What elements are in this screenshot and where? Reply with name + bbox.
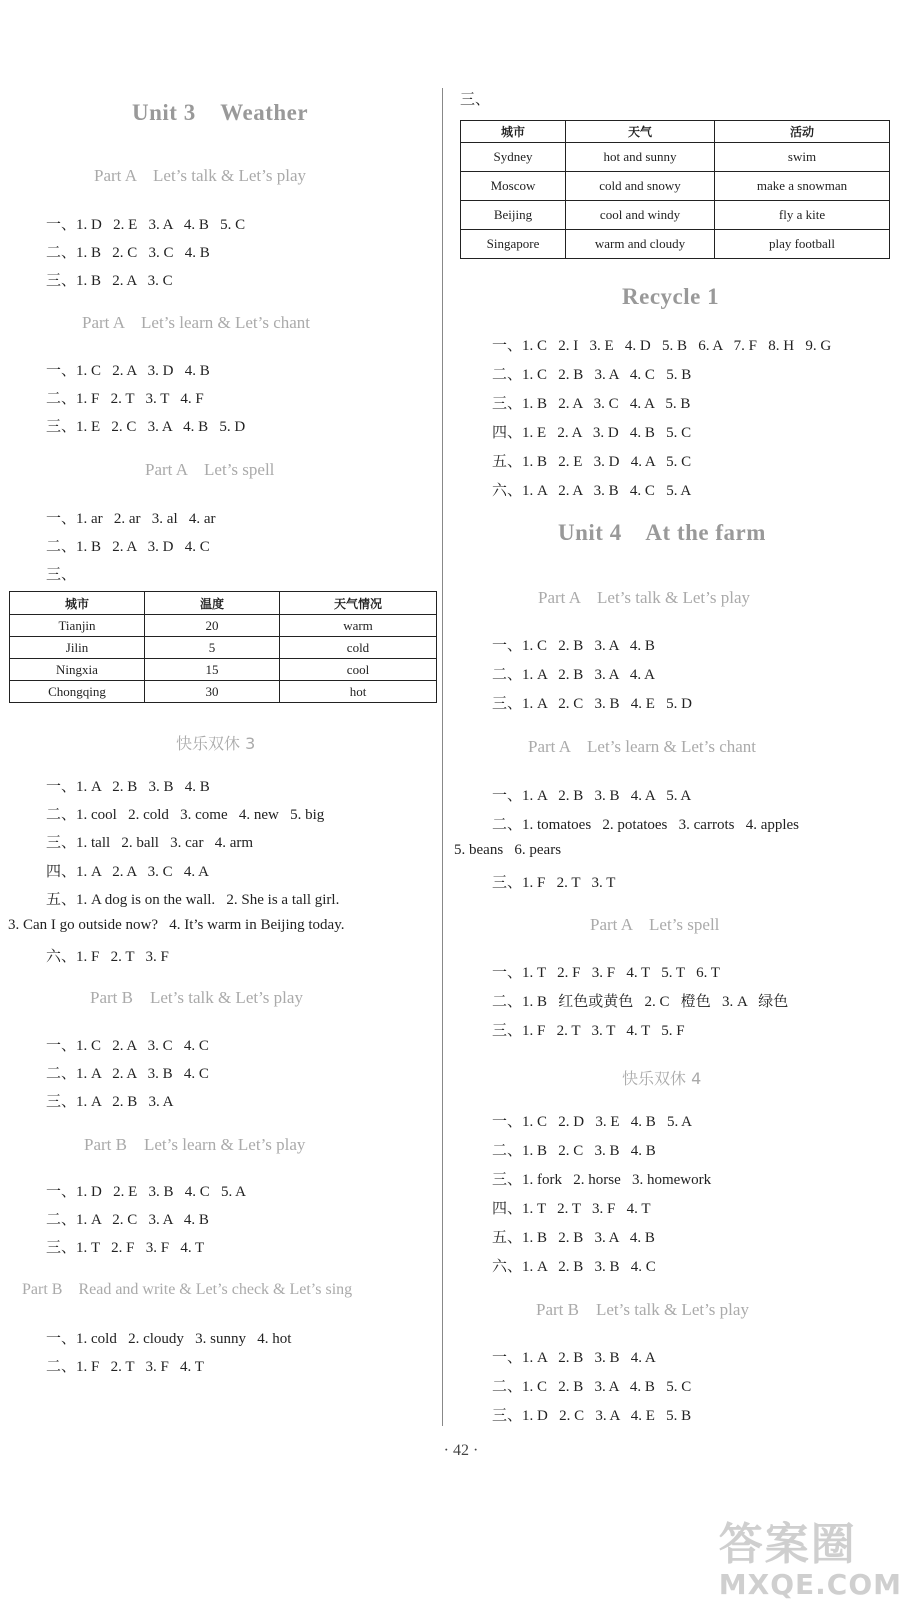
- table-cell: fly a kite: [715, 201, 890, 230]
- answer-line: 二、1. B 红色或黄色 2. C 橙色 3. A 绿色: [492, 994, 789, 1010]
- answer-line: 五、1. B 2. E 3. D 4. A 5. C: [492, 454, 692, 470]
- answer-line: 二、1. F 2. T 3. T 4. F: [46, 391, 204, 407]
- table-header: 温度: [145, 592, 280, 615]
- answer-line: 四、1. A 2. A 3. C 4. A: [46, 864, 209, 880]
- part-heading: Part A Let’s talk & Let’s play: [94, 166, 307, 185]
- table-cell: cold and snowy: [566, 172, 715, 201]
- watermark-logo: [719, 1508, 902, 1601]
- table-header: 天气情况: [280, 592, 437, 615]
- answer-line: 三、1. E 2. C 3. A 4. B 5. D: [46, 419, 246, 435]
- answer-line: 五、1. B 2. B 3. A 4. B: [492, 1230, 655, 1246]
- answer-line: 3. Can I go outside now? 4. It’s warm in Beijing today.: [8, 917, 345, 933]
- table-cell: make a snowman: [715, 172, 890, 201]
- answer-line: 一、1. T 2. F 3. F 4. T 5. T 6. T: [492, 965, 720, 981]
- table-cell: 15: [145, 659, 280, 681]
- city-weather-activity-table: [460, 120, 890, 259]
- answer-line: 一、1. ar 2. ar 3. al 4. ar: [46, 511, 216, 527]
- answer-line: 一、1. C 2. A 3. C 4. C: [46, 1038, 209, 1054]
- answer-line: 一、1. D 2. E 3. B 4. C 5. A: [46, 1184, 247, 1200]
- answer-line: 二、1. cool 2. cold 3. come 4. new 5. big: [46, 807, 325, 823]
- weather-temperature-table: [9, 591, 437, 703]
- table-cell: Tianjin: [10, 615, 145, 637]
- answer-line: 一、1. C 2. I 3. E 4. D 5. B 6. A 7. F 8. H 9. G: [492, 338, 832, 354]
- part-heading: Part A Let’s spell: [145, 460, 275, 479]
- table-cell: swim: [715, 143, 890, 172]
- table-cell: hot: [280, 681, 437, 703]
- recycle1-title: Recycle 1: [622, 284, 720, 309]
- watermark-url: MXQE.COM: [718, 1568, 902, 1601]
- answer-line: 六、1. A 2. B 3. B 4. C: [492, 1259, 656, 1275]
- table-header: 天气: [566, 121, 715, 143]
- happy-weekend-4-title: 快乐双休 4: [622, 1069, 702, 1088]
- table-cell: Moscow: [461, 172, 566, 201]
- answer-line: 二、1. tomatoes 2. potatoes 3. carrots 4. apples: [492, 817, 800, 833]
- watermark-text: 答案圈: [718, 1519, 857, 1570]
- table-cell: hot and sunny: [566, 143, 715, 172]
- answer-line: 一、1. A 2. B 3. B 4. A 5. A: [492, 788, 692, 804]
- table-cell: Jilin: [10, 637, 145, 659]
- table-row: [461, 230, 890, 259]
- table-row: [10, 615, 437, 637]
- answer-line: 一、1. cold 2. cloudy 3. sunny 4. hot: [46, 1331, 292, 1347]
- answer-line: 一、1. C 2. B 3. A 4. B: [492, 638, 655, 654]
- answer-line: 5. beans 6. pears: [454, 842, 562, 858]
- part-heading: Part B Let’s talk & Let’s play: [536, 1300, 749, 1319]
- table-row: [461, 201, 890, 230]
- page-number: · 42 ·: [443, 1442, 479, 1459]
- table-cell: warm and cloudy: [566, 230, 715, 259]
- table-row: [10, 659, 437, 681]
- answer-line: 一、1. C 2. D 3. E 4. B 5. A: [492, 1114, 693, 1130]
- section-label: 三、: [460, 92, 491, 108]
- table-cell: cool: [280, 659, 437, 681]
- table-cell: Singapore: [461, 230, 566, 259]
- answer-line: 二、1. A 2. C 3. A 4. B: [46, 1212, 209, 1228]
- answer-line: 六、1. A 2. A 3. B 4. C 5. A: [492, 483, 692, 499]
- table-row: [461, 143, 890, 172]
- part-heading: Part A Let’s talk & Let’s play: [538, 588, 751, 607]
- part-heading: Part A Let’s learn & Let’s chant: [82, 313, 311, 332]
- part-heading: Part A Let’s learn & Let’s chant: [528, 737, 757, 756]
- answer-line: 二、1. B 2. A 3. D 4. C: [46, 539, 210, 555]
- table-cell: warm: [280, 615, 437, 637]
- table-header: 活动: [715, 121, 890, 143]
- answer-line: 一、1. C 2. A 3. D 4. B: [46, 363, 210, 379]
- column-divider: [442, 88, 443, 1426]
- answer-line: 二、1. F 2. T 3. F 4. T: [46, 1359, 204, 1375]
- unit3-title: Unit 3 Weather: [132, 100, 309, 125]
- part-heading: Part B Let’s talk & Let’s play: [90, 988, 303, 1007]
- answer-line: 三、1. F 2. T 3. T: [492, 875, 616, 891]
- table-cell: Chongqing: [10, 681, 145, 703]
- table-cell: 5: [145, 637, 280, 659]
- table-row: [461, 172, 890, 201]
- answer-line: 三、1. B 2. A 3. C: [46, 273, 173, 289]
- answer-line: 一、1. A 2. B 3. B 4. A: [492, 1350, 656, 1366]
- table-cell: cold: [280, 637, 437, 659]
- answer-line: 一、1. A 2. B 3. B 4. B: [46, 779, 210, 795]
- answer-line: 三、1. A 2. C 3. B 4. E 5. D: [492, 696, 693, 712]
- table-row: [10, 637, 437, 659]
- answer-line: 三、1. D 2. C 3. A 4. E 5. B: [492, 1408, 692, 1424]
- part-heading: Part B Let’s learn & Let’s play: [84, 1135, 306, 1154]
- happy-weekend-3-title: 快乐双休 3: [176, 734, 256, 753]
- answer-line: 三、1. F 2. T 3. T 4. T 5. F: [492, 1023, 685, 1039]
- answer-line: 三、1. A 2. B 3. A: [46, 1094, 174, 1110]
- table-cell: Beijing: [461, 201, 566, 230]
- answer-line: 三、1. fork 2. horse 3. homework: [492, 1172, 712, 1188]
- answer-line: 二、1. C 2. B 3. A 4. B 5. C: [492, 1379, 692, 1395]
- answer-line: 二、1. B 2. C 3. C 4. B: [46, 245, 210, 261]
- table-cell: Sydney: [461, 143, 566, 172]
- table-cell: play football: [715, 230, 890, 259]
- table-cell: cool and windy: [566, 201, 715, 230]
- answer-line: 六、1. F 2. T 3. F: [46, 949, 169, 965]
- table-header: 城市: [10, 592, 145, 615]
- answer-line: 二、1. C 2. B 3. A 4. C 5. B: [492, 367, 692, 383]
- table-cell: Ningxia: [10, 659, 145, 681]
- answer-line: 四、1. E 2. A 3. D 4. B 5. C: [492, 425, 692, 441]
- answer-line: 一、1. D 2. E 3. A 4. B 5. C: [46, 217, 246, 233]
- answer-line: 三、1. tall 2. ball 3. car 4. arm: [46, 835, 254, 851]
- table-header: 城市: [461, 121, 566, 143]
- unit4-title: Unit 4 At the farm: [558, 520, 766, 545]
- table-row: [10, 681, 437, 703]
- answer-line: 二、1. A 2. A 3. B 4. C: [46, 1066, 209, 1082]
- answer-line: 三、1. T 2. F 3. F 4. T: [46, 1240, 205, 1256]
- answer-line: 三、: [46, 567, 77, 583]
- table-cell: 30: [145, 681, 280, 703]
- table-cell: 20: [145, 615, 280, 637]
- answer-line: 四、1. T 2. T 3. F 4. T: [492, 1201, 651, 1217]
- answer-line: 二、1. A 2. B 3. A 4. A: [492, 667, 655, 683]
- answer-line: 三、1. B 2. A 3. C 4. A 5. B: [492, 396, 691, 412]
- answer-line: 五、1. A dog is on the wall. 2. She is a tall girl.: [46, 892, 340, 908]
- part-heading: Part A Let’s spell: [590, 915, 720, 934]
- part-heading: Part B Read and write & Let’s check & Let’s sing: [22, 1281, 353, 1298]
- answer-line: 二、1. B 2. C 3. B 4. B: [492, 1143, 656, 1159]
